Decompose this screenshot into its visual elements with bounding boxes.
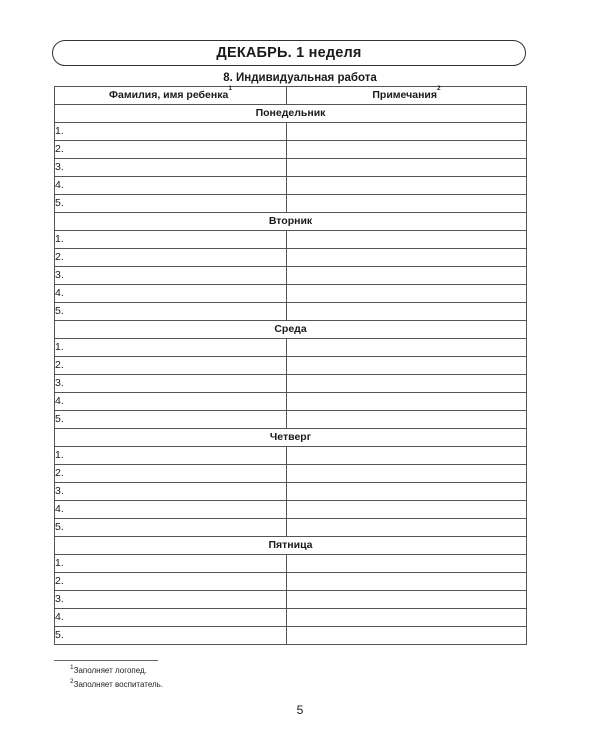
- day-row-wednesday: [55, 321, 527, 339]
- notes-cell: [287, 627, 527, 645]
- row-number: 2.: [55, 141, 287, 159]
- day-label: Понедельник: [55, 105, 527, 123]
- notes-cell: [287, 447, 527, 465]
- row-number: 1.: [55, 231, 287, 249]
- row-number: 5.: [55, 411, 287, 429]
- table-row: [55, 123, 527, 141]
- row-number: 2.: [55, 465, 287, 483]
- footnote-1: $^1$Заполняет логопед.: [70, 664, 147, 675]
- notes-cell: [287, 231, 527, 249]
- notes-cell: [287, 267, 527, 285]
- column-header-notes: Примечания$^2$: [287, 87, 527, 105]
- notes-cell: [287, 393, 527, 411]
- notes-cell: [287, 465, 527, 483]
- row-number: 4.: [55, 177, 287, 195]
- table-row: [55, 483, 527, 501]
- row-number: 1.: [55, 447, 287, 465]
- individual-work-table: [54, 86, 527, 645]
- row-number: 2.: [55, 357, 287, 375]
- notes-cell: [287, 411, 527, 429]
- table-row: [55, 393, 527, 411]
- row-number: 5.: [55, 195, 287, 213]
- day-label: Четверг: [55, 429, 527, 447]
- day-row-friday: [55, 537, 527, 555]
- row-number: 1.: [55, 555, 287, 573]
- table-row: [55, 501, 527, 519]
- row-number: 5.: [55, 627, 287, 645]
- table-row: [55, 555, 527, 573]
- row-number: 4.: [55, 609, 287, 627]
- notes-cell: [287, 501, 527, 519]
- row-number: 5.: [55, 303, 287, 321]
- row-number: 2.: [55, 573, 287, 591]
- table-row: [55, 447, 527, 465]
- row-number: 3.: [55, 591, 287, 609]
- notes-cell: [287, 609, 527, 627]
- day-label: Вторник: [55, 213, 527, 231]
- notes-cell: [287, 555, 527, 573]
- notes-cell: [287, 339, 527, 357]
- table-row: [55, 609, 527, 627]
- day-row-monday: [55, 105, 527, 123]
- table-header-row: [55, 87, 527, 105]
- table-row: [55, 339, 527, 357]
- page-title: ДЕКАБРЬ. 1 неделя: [216, 45, 362, 61]
- notes-cell: [287, 375, 527, 393]
- table-row: [55, 195, 527, 213]
- section-title: 8. Индивидуальная работа: [223, 72, 377, 84]
- footnote-2: $^2$Заполняет воспитатель.: [70, 678, 164, 689]
- row-number: 3.: [55, 483, 287, 501]
- table-row: [55, 285, 527, 303]
- table-row: [55, 411, 527, 429]
- table-row: [55, 303, 527, 321]
- page-number: 5: [296, 703, 304, 717]
- footnote-divider: [54, 660, 158, 661]
- notes-cell: [287, 357, 527, 375]
- row-number: 3.: [55, 267, 287, 285]
- table-row: [55, 141, 527, 159]
- notes-cell: [287, 483, 527, 501]
- table-row: [55, 627, 527, 645]
- table-row: [55, 573, 527, 591]
- table-row: [55, 177, 527, 195]
- row-number: 1.: [55, 123, 287, 141]
- row-number: 4.: [55, 501, 287, 519]
- table-row: [55, 231, 527, 249]
- row-number: 4.: [55, 393, 287, 411]
- row-number: 1.: [55, 339, 287, 357]
- notes-cell: [287, 285, 527, 303]
- row-number: 3.: [55, 159, 287, 177]
- table-row: [55, 249, 527, 267]
- notes-cell: [287, 591, 527, 609]
- notes-cell: [287, 519, 527, 537]
- table-row: [55, 519, 527, 537]
- header-pill: [52, 40, 526, 66]
- day-label: Среда: [55, 321, 527, 339]
- row-number: 5.: [55, 519, 287, 537]
- table-row: [55, 375, 527, 393]
- day-row-tuesday: [55, 213, 527, 231]
- notes-cell: [287, 303, 527, 321]
- table-row: [55, 465, 527, 483]
- column-header-child-name: Фамилия, имя ребенка$^1$: [55, 87, 287, 105]
- notes-cell: [287, 249, 527, 267]
- notes-cell: [287, 141, 527, 159]
- day-row-thursday: [55, 429, 527, 447]
- row-number: 4.: [55, 285, 287, 303]
- row-number: 3.: [55, 375, 287, 393]
- table-row: [55, 159, 527, 177]
- notes-cell: [287, 573, 527, 591]
- notes-cell: [287, 177, 527, 195]
- row-number: 2.: [55, 249, 287, 267]
- day-label: Пятница: [55, 537, 527, 555]
- notes-cell: [287, 195, 527, 213]
- table-row: [55, 591, 527, 609]
- notes-cell: [287, 123, 527, 141]
- table-row: [55, 357, 527, 375]
- notes-cell: [287, 159, 527, 177]
- table-row: [55, 267, 527, 285]
